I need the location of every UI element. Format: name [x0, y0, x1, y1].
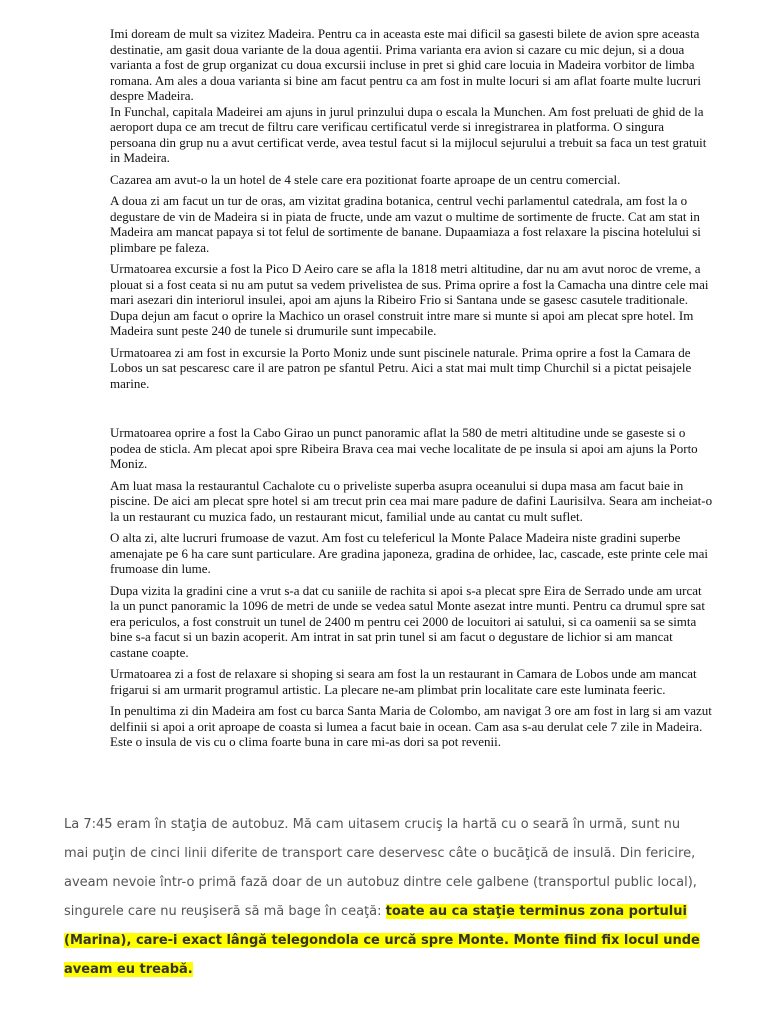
paragraph-day-two: A doua zi am facut un tur de oras, am vizitat gradina botanica, centrul vechi parlamentul catedrala, am fost la o degustare de vin de Madeira si in piata de fructe, unde am vazut o multime de sortimente de fructe. Cat am stat in Madeira am mancat papaya si tot felul de sortimente de banane. Dupaamiaza a fost relaxare la piscina hotelului si plimbare pe faleza.	[110, 193, 701, 255]
blog-text: La 7:45 eram în staţia de autobuz. Mă cam uitasem cruciş la hartă cu o seară în urmă, sunt nu mai puţin de cinci linii diferite de transport care deservesc câte o bucăţică de insulă. Din fericire, aveam nevoie într-o primă fază doar de un autobuz dintre cele galbene (transportul public local), singurele care nu reuşiseră să mă bage în ceaţă:	[64, 817, 697, 919]
paragraph-monte-palace: O alta zi, alte lucruri frumoase de vazut. Am fost cu telefericul la Monte Palace Madeira niste gradini superbe amenajate pe 6 ha care sunt particulare. Are gradina japoneza, gradina de orhidee, lac, cascade, este printe cele mai frumoase din lume.	[110, 530, 709, 576]
document-page	[110, 26, 713, 756]
paragraph-cabo-girao: Urmatoarea oprire a fost la Cabo Girao un punct panoramic aflat la 580 de metri altitudine unde se gaseste si o podea de sticla. Am plecat apoi spre Ribeira Brava cea mai veche localitate de pe insula si apoi am ajuns la Porto Moniz.	[110, 425, 698, 471]
paragraph-eira-serrado: Dupa vizita la gradini cine a vrut s-a dat cu saniile de rachita si apoi s-a plecat spre Eira de Serrado unde am urcat la un punct panoramic la 1096 de metri de unde se vedea satul Monte asezat intre munti. Pentru ca drumul spre sat era periculos, a fost construit un tunel de 2400 m pentru cei 2000 de locuitori ai satului, si ca oamenii sa se simta bine s-a facut si un bazin acoperit. Am intrat in sat prin tunel si am facut o degustare de lichior si am mancat castane coapte.	[110, 582, 705, 660]
blog-excerpt	[64, 810, 704, 984]
paragraph-hotel: Cazarea am avut-o la un hotel de 4 stele care era pozitionat foarte aproape de un centru comercial.	[110, 171, 621, 187]
highlighted-text: toate au ca staţie terminus zona portului (Marina), care-i exact lângă telegondola ce urcă spre Monte. Monte fiind fix locul unde aveam eu treabă.	[64, 904, 700, 977]
blog-paragraph	[64, 810, 704, 984]
paragraph-pico-aeiro: Urmatoarea excursie a fost la Pico D Aeiro care se afla la 1818 metri altitudine, dar nu am avut noroc de vreme, a plouat si a fost ceata si nu am putut sa vedem privelistea de sus. Prima oprire a fost la Camacha una dintre cele mai mari asezari din interiorul insulei, apoi am ajuns la Ribeiro Frio si Santana unde se gasesc casutele traditionale. Dupa dejun am facut o oprire la Machico un orasel construit intre mare si munte si apoi am plecat spre hotel. Im Madeira sunt peste 240 de tunele si drumurile sunt impecabile.	[110, 261, 709, 338]
paragraph-boat-trip: In penultima zi din Madeira am fost cu barca Santa Maria de Colombo, am navigat 3 ore am fost in larg si am vazut delfinii si apoi a orit aproape de coasta si lumea a facut baie in ocean. Cam asa s-au derulat cele 7 zile in Madeira. Este o insula de vis cu o clima foarte buna in care mi-as dori sa pot revenii.	[110, 703, 712, 749]
paragraph-porto-moniz: Urmatoarea zi am fost in excursie la Porto Moniz unde sunt piscinele naturale. Prima oprire a fost la Camara de Lobos un sat pescaresc care il are patron pe sfantul Petru. Aici a stat mai mult timp Churchil si a pictat peisajele marine.	[110, 344, 692, 391]
paragraph-cachalote: Am luat masa la restaurantul Cachalote cu o priveliste superba asupra oceanului si dupa masa am facut baie in piscine. De aici am plecat spre hotel si am trecut prin cea mai mare padure de dafini Laurisilva. Seara am incheiat-o la un restaurant cu muzica fado, un restaurant micut, familial unde au cantat cu mult suflet.	[110, 477, 713, 524]
paragraph-relaxation: Urmatoarea zi a fost de relaxare si shoping si seara am fost la un restaurant in Camara de Lobos unde am mancat frigarui si am urmarit programul artistic. La plecare ne-am plimbat prin localitate care este luminata feeric.	[110, 666, 697, 697]
paragraph-funchal: In Funchal, capitala Madeirei am ajuns in jurul prinzului dupa o escala la Munchen. Am fost preluati de ghid de la aeroport dupa ce am trecut de filtru care verificau certificatul verde si inregistrarea in platforma. O singura persoana din grup nu a avut certificat verde, avea testul facut si la mijlocul sejurului a trebuit sa faca un test gratuit in Madeira.	[110, 103, 707, 165]
paragraph-intro: Imi doream de mult sa vizitez Madeira. Pentru ca in aceasta este mai dificil sa gasesti bilete de avion spre aceasta destinatie, am gasit doua variante de la doua agentii. Prima varianta era avion si cazare cu mic dejun, si a doua varianta a fost de grup organizat cu doua excursii incluse in pret si ghid care locuia in Madeira vorbitor de limba romana. Am ales a doua varianta si bine am facut pentru ca am fost in multe locuri si am aflat foarte multe lucruri despre Madeira.	[110, 26, 701, 103]
